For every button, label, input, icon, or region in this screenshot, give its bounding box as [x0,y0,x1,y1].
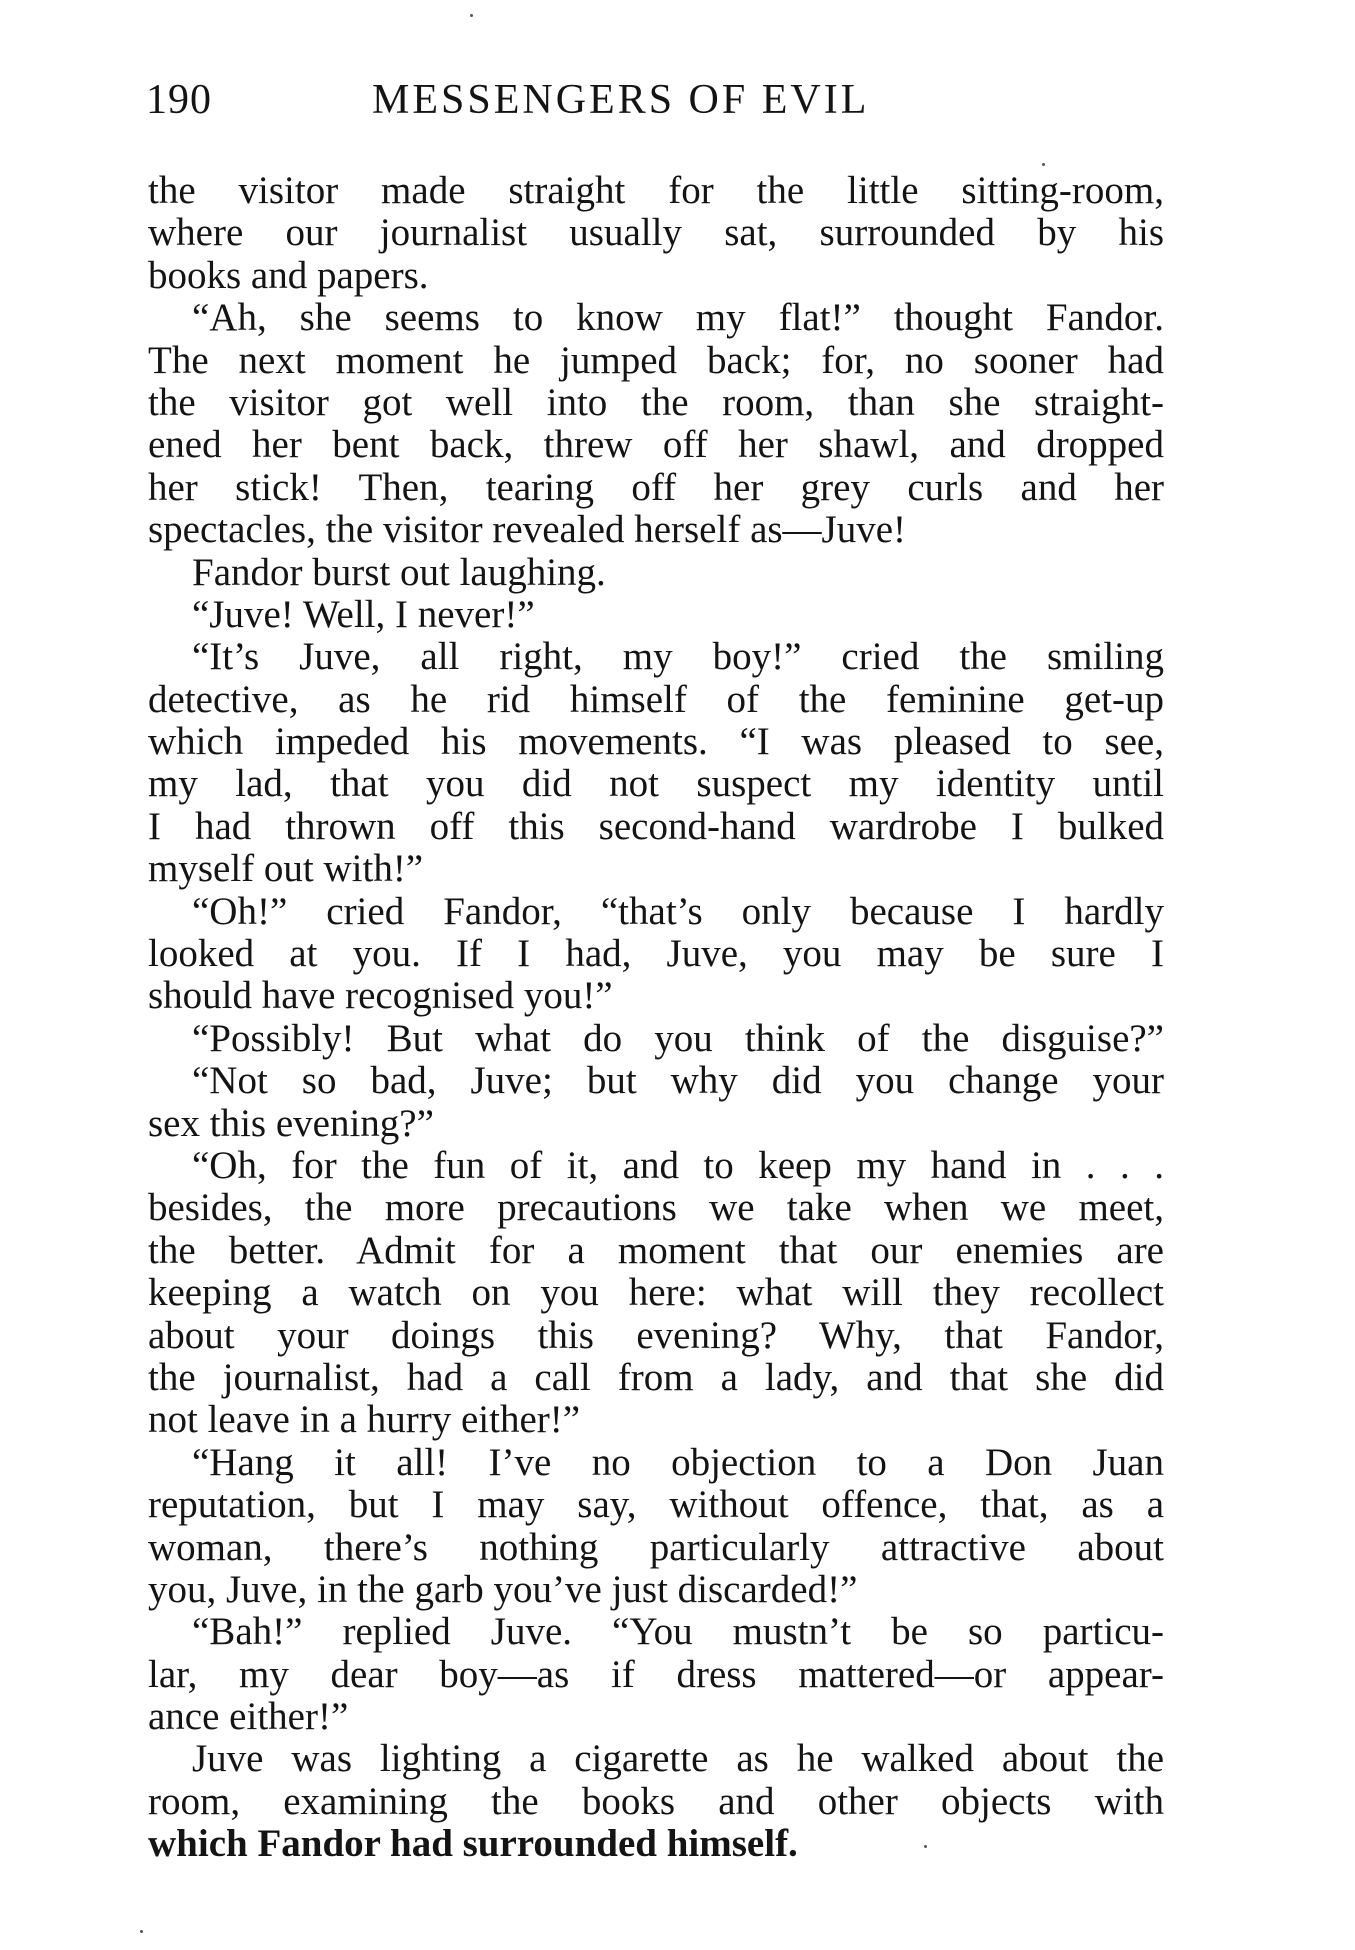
text-line: room, examining the books and other objects with [148,1779,1164,1823]
text-line: “Oh!” cried Fandor, “that’s only because I hardly [192,889,1164,933]
text-line: detective, as he rid himself of the feminine get-up [148,677,1164,721]
text-line: keeping a watch on you here: what will they recollect [148,1271,1164,1315]
text-line: the journalist, had a call from a lady, and that she did [148,1355,1164,1399]
text-line: ance either!” [148,1695,349,1739]
text-line: “Hang it all! I’ve no objection to a Don Juan [192,1440,1164,1484]
text-line: “Possibly! But what do you think of the disguise?” [192,1016,1164,1060]
text-line: you, Juve, in the garb you’ve just discarded!” [148,1567,858,1611]
text-line: where our journalist usually sat, surrounded by his [148,211,1164,255]
text-line: The next moment he jumped back; for, no sooner had [148,338,1164,382]
text-line: her stick! Then, tearing off her grey curls and her [148,465,1164,509]
text-line: I had thrown off this second-hand wardrobe I bulked [148,804,1164,848]
text-line: not leave in a hurry either!” [148,1398,581,1442]
text-line: “It’s Juve, all right, my boy!” cried the smiling [192,635,1164,679]
print-speck [924,1845,927,1848]
print-speck [140,1930,143,1933]
body-text [148,170,1164,1866]
print-speck [470,14,473,17]
text-line: the better. Admit for a moment that our enemies are [148,1228,1164,1272]
text-line: reputation, but I may say, without offence, that, as a [148,1483,1164,1527]
text-line: about your doings this evening? Why, that Fandor, [148,1313,1164,1357]
print-speck [1042,163,1045,166]
text-line: ened her bent back, threw off her shawl, and dropped [148,423,1164,467]
text-line: “Not so bad, Juve; but why did you change your [192,1059,1164,1103]
text-line: the visitor got well into the room, than she straight- [148,380,1164,424]
text-line: should have recognised you!” [148,974,613,1018]
page-header [146,70,1164,130]
text-line: besides, the more precautions we take when we meet, [148,1186,1164,1230]
text-line: “Juve! Well, I never!” [192,592,535,636]
text-line: “Bah!” replied Juve. “You mustn’t be so particu- [192,1610,1164,1654]
text-line: which Fandor had surrounded himself. [148,1822,798,1866]
text-line: Juve was lighting a cigarette as he walked about the [192,1737,1164,1781]
text-line: Fandor burst out laughing. [192,550,606,594]
text-line: which impeded his movements. “I was pleased to see, [148,720,1164,764]
running-title: MESSENGERS OF EVIL [372,77,870,123]
text-line: woman, there’s nothing particularly attractive about [148,1525,1164,1569]
text-line: “Oh, for the fun of it, and to keep my hand in . . . [192,1143,1164,1187]
text-line: the visitor made straight for the little sitting-room, [148,169,1164,212]
text-line: “Ah, she seems to know my flat!” thought Fandor. [192,296,1164,340]
text-line: myself out with!” [148,847,424,891]
text-line: my lad, that you did not suspect my identity until [148,762,1164,806]
text-line: books and papers. [148,253,429,297]
text-line: looked at you. If I had, Juve, you may be sure I [148,932,1164,976]
text-line: spectacles, the visitor revealed herself as—Juve! [148,508,907,552]
text-line: lar, my dear boy—as if dress mattered—or appear- [148,1652,1164,1696]
text-line: sex this evening?” [148,1101,434,1145]
page-number: 190 [146,77,212,123]
